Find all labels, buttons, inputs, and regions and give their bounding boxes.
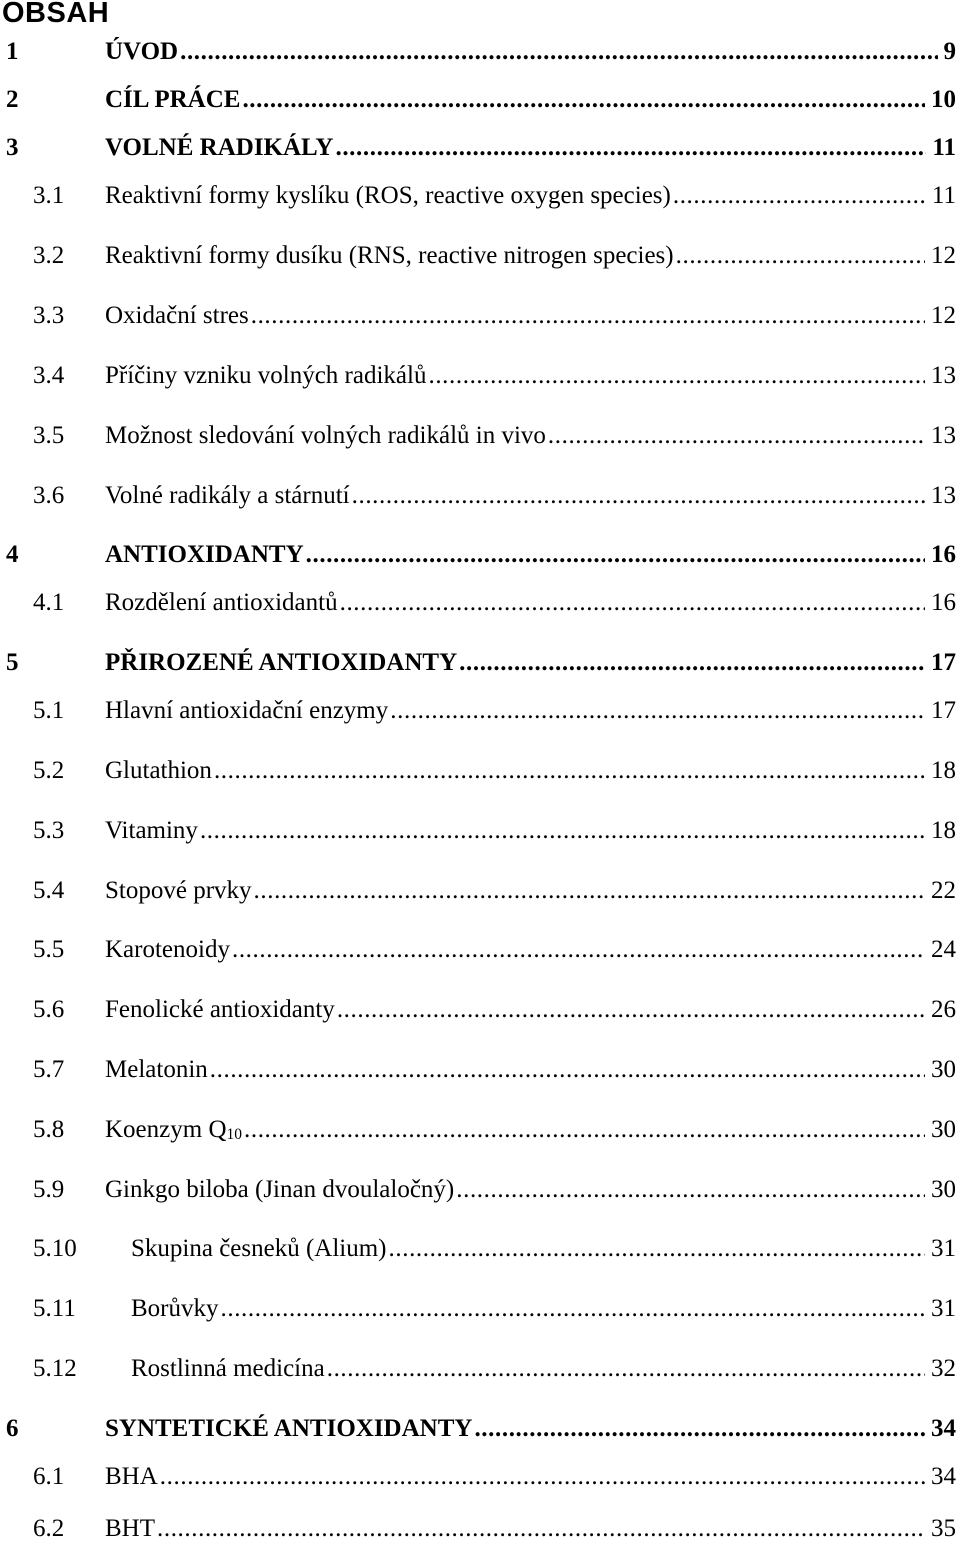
dot-leader [340,583,925,623]
toc-entry-number: 5.8 [33,1116,65,1143]
dot-leader [232,930,925,970]
toc-entry-number: 5.9 [33,1176,65,1203]
toc-entry-2[interactable] [0,80,960,120]
dot-leader [673,176,926,216]
toc-entry-5-11[interactable] [0,1289,960,1329]
toc-entry-3-2[interactable] [0,236,960,276]
toc-entry-page: 11 [932,134,956,161]
dot-leader [335,128,926,168]
dot-leader [251,296,925,336]
toc-entry-page: 32 [931,1355,956,1382]
toc-entry-5[interactable] [0,643,960,683]
toc-entry-label: Fenolické antioxidanty [105,990,337,1030]
dot-leader [352,476,925,516]
toc-entry-label-subscript: 10 [226,1125,242,1143]
toc-entry-5-6[interactable] [0,990,960,1030]
toc-entry-1[interactable] [0,32,960,72]
toc-entry-label: Skupina česneků (Alium) [131,1229,389,1269]
toc-entry-page: 34 [931,1463,956,1490]
toc-entry-5-7[interactable] [0,1050,960,1090]
toc-entry-number: 2 [6,86,19,113]
dot-leader [459,643,925,683]
dot-leader [389,1229,925,1269]
toc-entry-label: Volné radikály a stárnutí [105,476,352,516]
toc-entry-number: 3 [6,134,19,161]
toc-entry-number: 4 [6,541,19,568]
toc-entry-label: Oxidační stres [105,296,251,336]
toc-entry-label: Reaktivní formy dusíku (RNS, reactive nitrogen species) [105,236,676,276]
toc-entry-page: 16 [931,589,956,616]
toc-entry-number: 6.2 [33,1515,65,1542]
toc-entry-number: 5.1 [33,697,65,724]
toc-entry-page: 30 [931,1176,956,1203]
toc-entry-page: 12 [931,242,956,269]
toc-entry-number: 5.11 [33,1295,76,1322]
toc-entry-page: 18 [931,757,956,784]
toc-entry-page: 17 [931,649,956,676]
dot-leader [676,236,925,276]
dot-leader [242,80,925,120]
toc-entry-3-4[interactable] [0,356,960,396]
toc-entry-page: 16 [931,541,956,568]
toc-entry-3-3[interactable] [0,296,960,336]
toc-entry-5-2[interactable] [0,751,960,791]
toc-entry-number: 5 [6,649,19,676]
toc-entry-3-5[interactable] [0,416,960,456]
toc-entry-label: Hlavní antioxidační enzymy [105,691,390,731]
toc-entry-label: BHA [105,1457,160,1497]
toc-entry-5-5[interactable] [0,930,960,970]
toc-entry-page: 18 [931,817,956,844]
dot-leader [456,1170,925,1210]
toc-entry-number: 4.1 [33,589,65,616]
toc-entry-label: CÍL PRÁCE [105,80,242,120]
dot-leader [180,32,937,72]
dot-leader [474,1409,925,1449]
toc-entry-5-8[interactable] [0,1110,960,1150]
toc-entry-page: 11 [931,182,956,209]
toc-entry-5-4[interactable] [0,871,960,911]
toc-entry-number: 6 [6,1415,19,1442]
toc-entry-4[interactable] [0,535,960,575]
dot-leader [200,811,925,851]
toc-entry-number: 6.1 [33,1463,65,1490]
dot-leader [390,691,925,731]
toc-entry-number: 3.6 [33,482,65,509]
toc-entry-3-1[interactable] [0,176,960,216]
toc-entry-number: 3.1 [33,182,65,209]
toc-entry-label: Melatonin [105,1050,210,1090]
toc-entry-5-3[interactable] [0,811,960,851]
toc-entry-5-12[interactable] [0,1349,960,1389]
toc-entry-page: 35 [931,1515,956,1542]
toc-entry-number: 3.2 [33,242,65,269]
toc-entry-label: Možnost sledování volných radikálů in vivo [105,416,548,456]
toc-entry-label: PŘIROZENÉ ANTIOXIDANTY [105,643,459,683]
toc-entry-page: 24 [931,936,956,963]
toc-entry-6[interactable] [0,1409,960,1449]
toc-entry-page: 17 [931,697,956,724]
toc-entry-number: 5.10 [33,1235,77,1262]
toc-entry-number: 3.3 [33,302,65,329]
dot-leader [244,1110,925,1150]
toc-entry-3-6[interactable] [0,476,960,516]
toc-entry-number: 5.7 [33,1056,65,1083]
toc-entry-5-9[interactable] [0,1170,960,1210]
toc-entry-page: 13 [931,422,956,449]
toc-entry-label: ÚVOD [105,32,180,72]
dot-leader [254,871,925,911]
toc-entry-label: Karotenoidy [105,930,232,970]
dot-leader [428,356,925,396]
toc-entry-label: Borůvky [131,1289,221,1329]
dot-leader [548,416,925,456]
dot-leader [214,751,925,791]
dot-leader [337,990,925,1030]
dot-leader [221,1289,926,1329]
toc-entry-label: Vitaminy [105,811,200,851]
dot-leader [327,1349,925,1389]
toc-entry-page: 30 [931,1116,956,1143]
toc-entry-label: Ginkgo biloba (Jinan dvoulaločný) [105,1170,456,1210]
toc-entry-label: Příčiny vzniku volných radikálů [105,356,428,396]
dot-leader [306,535,925,575]
toc-entry-label: Reaktivní formy kyslíku (ROS, reactive oxygen species) [105,176,673,216]
toc-entry-5-10[interactable] [0,1229,960,1269]
toc-entry-number: 5.6 [33,996,65,1023]
toc-entry-number: 5.3 [33,817,65,844]
toc-entry-page: 13 [931,482,956,509]
toc-entry-4-1[interactable] [0,583,960,623]
toc-entry-number: 5.5 [33,936,65,963]
toc-entry-page: 30 [931,1056,956,1083]
dot-leader [160,1457,925,1497]
toc-entry-page: 12 [931,302,956,329]
toc-entry-page: 34 [931,1415,956,1442]
toc-entry-number: 3.4 [33,362,65,389]
toc-entry-page: 9 [943,38,956,65]
toc-entry-page: 13 [931,362,956,389]
toc-entry-label: VOLNÉ RADIKÁLY [105,128,335,168]
toc-entry-label: BHT [105,1509,157,1549]
toc-entry-number: 1 [6,38,19,65]
toc-entry-number: 3.5 [33,422,65,449]
toc-entry-number: 5.4 [33,877,65,904]
toc-entry-label-main: Koenzym Q [105,1116,227,1143]
toc-entry-label: Rozdělení antioxidantů [105,583,340,623]
toc-entry-label: Stopové prvky [105,871,254,911]
toc-entry-label: Rostlinná medicína [131,1349,327,1389]
dot-leader [210,1050,925,1090]
toc-entry-label: ANTIOXIDANTY [105,535,306,575]
dot-leader [157,1509,925,1549]
toc-entry-5-1[interactable] [0,691,960,731]
toc-entry-page: 31 [931,1295,956,1322]
toc-entry-label [105,1110,244,1153]
toc-entry-page: 10 [931,86,956,113]
toc-entry-page: 22 [931,877,956,904]
toc-entry-6-1[interactable] [0,1457,960,1497]
toc-entry-label: SYNTETICKÉ ANTIOXIDANTY [105,1409,474,1449]
toc-entry-number: 5.12 [33,1355,77,1382]
toc-entry-number: 5.2 [33,757,65,784]
toc-heading: OBSAH [2,0,110,29]
toc-entry-page: 26 [931,996,956,1023]
toc-entry-label: Glutathion [105,751,214,791]
toc-entry-6-2[interactable] [0,1509,960,1549]
toc-entry-3[interactable] [0,128,960,168]
toc-entry-page: 31 [931,1235,956,1262]
